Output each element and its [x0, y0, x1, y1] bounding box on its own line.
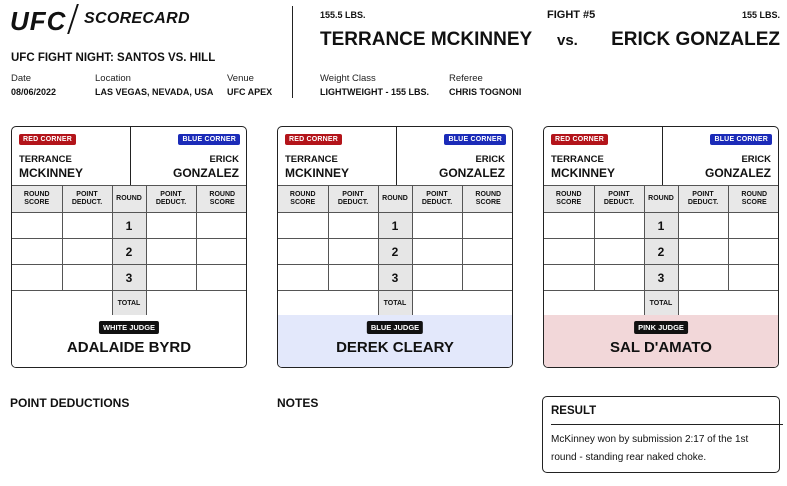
score-table: [544, 185, 779, 317]
blue-point-deduct-header: POINT DEDUCT.: [146, 186, 196, 213]
corner-header: [544, 127, 778, 186]
total-label: TOTAL: [378, 291, 412, 317]
blue-point-deduct-header: POINT DEDUCT.: [678, 186, 728, 213]
header-divider: [292, 6, 293, 98]
red-total-cell[interactable]: [544, 291, 644, 317]
round-number: 3: [112, 265, 146, 291]
red-score-cell[interactable]: [278, 239, 328, 265]
red-round-score-header: ROUND SCORE: [12, 186, 62, 213]
judge-footer: [278, 315, 512, 367]
judge-scorecard: [277, 126, 513, 368]
result-text: McKinney won by submission 2:17 of the 1st round - standing rear naked choke.: [551, 434, 749, 463]
total-label: TOTAL: [112, 291, 146, 317]
blue-last-name: GONZALEZ: [705, 166, 771, 180]
blue-score-cell[interactable]: [728, 265, 779, 291]
notes-heading: NOTES: [277, 396, 319, 410]
red-corner-badge: RED CORNER: [285, 134, 342, 145]
blue-first-name: ERICK: [209, 154, 239, 165]
result-box: [542, 396, 780, 473]
red-fighter-weight: 155.5 LBS.: [320, 10, 366, 20]
blue-deduct-cell[interactable]: [412, 265, 462, 291]
red-last-name: MCKINNEY: [285, 166, 350, 180]
score-table: [278, 185, 513, 317]
red-point-deduct-header: POINT DEDUCT.: [328, 186, 378, 213]
weight-class-label: Weight Class: [320, 73, 376, 84]
score-table: [12, 185, 247, 317]
blue-corner-badge: BLUE CORNER: [178, 134, 240, 145]
total-label: TOTAL: [644, 291, 678, 317]
venue-label: Venue: [227, 73, 254, 84]
vs-label: vs.: [557, 32, 578, 49]
red-score-cell[interactable]: [12, 265, 62, 291]
red-score-cell[interactable]: [12, 239, 62, 265]
venue-value: UFC APEX: [227, 87, 273, 97]
red-total-cell[interactable]: [12, 291, 112, 317]
red-score-cell[interactable]: [278, 265, 328, 291]
blue-deduct-cell[interactable]: [146, 265, 196, 291]
blue-deduct-cell[interactable]: [678, 239, 728, 265]
red-deduct-cell[interactable]: [594, 213, 644, 239]
round-number: 1: [378, 213, 412, 239]
red-score-cell[interactable]: [544, 213, 594, 239]
round-number: 3: [644, 265, 678, 291]
logo-divider: [67, 4, 79, 34]
judge-label-badge: WHITE JUDGE: [99, 321, 159, 334]
blue-last-name: GONZALEZ: [439, 166, 505, 180]
point-deductions-heading: POINT DEDUCTIONS: [10, 396, 130, 410]
location-value: LAS VEGAS, NEVADA, USA: [95, 87, 214, 97]
result-heading: RESULT: [551, 405, 597, 417]
red-deduct-cell[interactable]: [62, 265, 112, 291]
red-deduct-cell[interactable]: [594, 265, 644, 291]
corner-header: [278, 127, 512, 186]
red-fighter-name: TERRANCE MCKINNEY: [320, 29, 533, 50]
judge-scorecard: [11, 126, 247, 368]
round-header: ROUND: [378, 186, 412, 213]
red-deduct-cell[interactable]: [328, 239, 378, 265]
corner-header: [12, 127, 246, 186]
blue-last-name: GONZALEZ: [173, 166, 239, 180]
blue-deduct-cell[interactable]: [412, 213, 462, 239]
red-score-cell[interactable]: [544, 265, 594, 291]
red-corner-badge: RED CORNER: [19, 134, 76, 145]
round-number: 3: [378, 265, 412, 291]
red-first-name: TERRANCE: [551, 154, 604, 165]
judge-footer: [12, 315, 246, 367]
red-deduct-cell[interactable]: [62, 213, 112, 239]
red-last-name: MCKINNEY: [19, 166, 84, 180]
red-first-name: TERRANCE: [285, 154, 338, 165]
blue-corner-badge: BLUE CORNER: [710, 134, 772, 145]
red-round-score-header: ROUND SCORE: [544, 186, 594, 213]
round-number: 2: [112, 239, 146, 265]
round-number: 2: [644, 239, 678, 265]
corner-divider: [396, 127, 397, 185]
red-last-name: MCKINNEY: [551, 166, 616, 180]
judge-name: DEREK CLEARY: [336, 339, 454, 356]
blue-first-name: ERICK: [475, 154, 505, 165]
blue-corner-badge: BLUE CORNER: [444, 134, 506, 145]
result-divider: [551, 424, 783, 425]
blue-score-cell[interactable]: [462, 265, 513, 291]
judge-scorecard: [543, 126, 779, 368]
ufc-logo: UFC: [10, 6, 67, 36]
judge-name: SAL D'AMATO: [610, 339, 712, 356]
blue-score-cell[interactable]: [196, 265, 247, 291]
date-label: Date: [11, 73, 32, 84]
red-score-cell[interactable]: [544, 239, 594, 265]
blue-round-score-header: ROUND SCORE: [196, 186, 247, 213]
blue-total-cell[interactable]: [146, 291, 247, 317]
red-point-deduct-header: POINT DEDUCT.: [62, 186, 112, 213]
round-header: ROUND: [644, 186, 678, 213]
round-number: 1: [112, 213, 146, 239]
blue-score-cell[interactable]: [462, 239, 513, 265]
red-corner-badge: RED CORNER: [551, 134, 608, 145]
red-score-cell[interactable]: [278, 213, 328, 239]
corner-divider: [662, 127, 663, 185]
blue-round-score-header: ROUND SCORE: [728, 186, 779, 213]
red-first-name: TERRANCE: [19, 154, 72, 165]
judge-footer: [544, 315, 778, 367]
judge-label-badge: BLUE JUDGE: [367, 321, 423, 334]
blue-score-cell[interactable]: [728, 213, 779, 239]
blue-point-deduct-header: POINT DEDUCT.: [412, 186, 462, 213]
red-point-deduct-header: POINT DEDUCT.: [594, 186, 644, 213]
location-label: Location: [95, 73, 131, 84]
blue-score-cell[interactable]: [196, 213, 247, 239]
corner-divider: [130, 127, 131, 185]
red-deduct-cell[interactable]: [62, 239, 112, 265]
blue-total-cell[interactable]: [678, 291, 779, 317]
blue-total-cell[interactable]: [412, 291, 513, 317]
red-deduct-cell[interactable]: [328, 213, 378, 239]
red-deduct-cell[interactable]: [328, 265, 378, 291]
referee-value: CHRIS TOGNONI: [449, 87, 522, 97]
blue-fighter-name: ERICK GONZALEZ: [611, 29, 780, 50]
round-number: 2: [378, 239, 412, 265]
blue-deduct-cell[interactable]: [412, 239, 462, 265]
round-header: ROUND: [112, 186, 146, 213]
red-round-score-header: ROUND SCORE: [278, 186, 328, 213]
blue-fighter-weight: 155 LBS.: [741, 10, 780, 20]
weight-class-value: LIGHTWEIGHT - 155 LBS.: [320, 87, 430, 97]
judge-name: ADALAIDE BYRD: [66, 339, 192, 356]
referee-label: Referee: [449, 73, 483, 84]
judge-label-badge: PINK JUDGE: [634, 321, 688, 334]
fight-number: FIGHT #5: [547, 9, 596, 21]
red-total-cell[interactable]: [278, 291, 378, 317]
blue-score-cell[interactable]: [462, 213, 513, 239]
blue-deduct-cell[interactable]: [146, 239, 196, 265]
blue-score-cell[interactable]: [196, 239, 247, 265]
blue-deduct-cell[interactable]: [678, 265, 728, 291]
red-deduct-cell[interactable]: [594, 239, 644, 265]
scorecard-label: SCORECARD: [84, 10, 190, 27]
blue-deduct-cell[interactable]: [146, 213, 196, 239]
blue-first-name: ERICK: [741, 154, 771, 165]
blue-score-cell[interactable]: [728, 239, 779, 265]
blue-round-score-header: ROUND SCORE: [462, 186, 513, 213]
round-number: 1: [644, 213, 678, 239]
event-title: UFC FIGHT NIGHT: SANTOS VS. HILL: [11, 52, 216, 64]
blue-deduct-cell[interactable]: [678, 213, 728, 239]
date-value: 08/06/2022: [11, 87, 57, 97]
red-score-cell[interactable]: [12, 213, 62, 239]
